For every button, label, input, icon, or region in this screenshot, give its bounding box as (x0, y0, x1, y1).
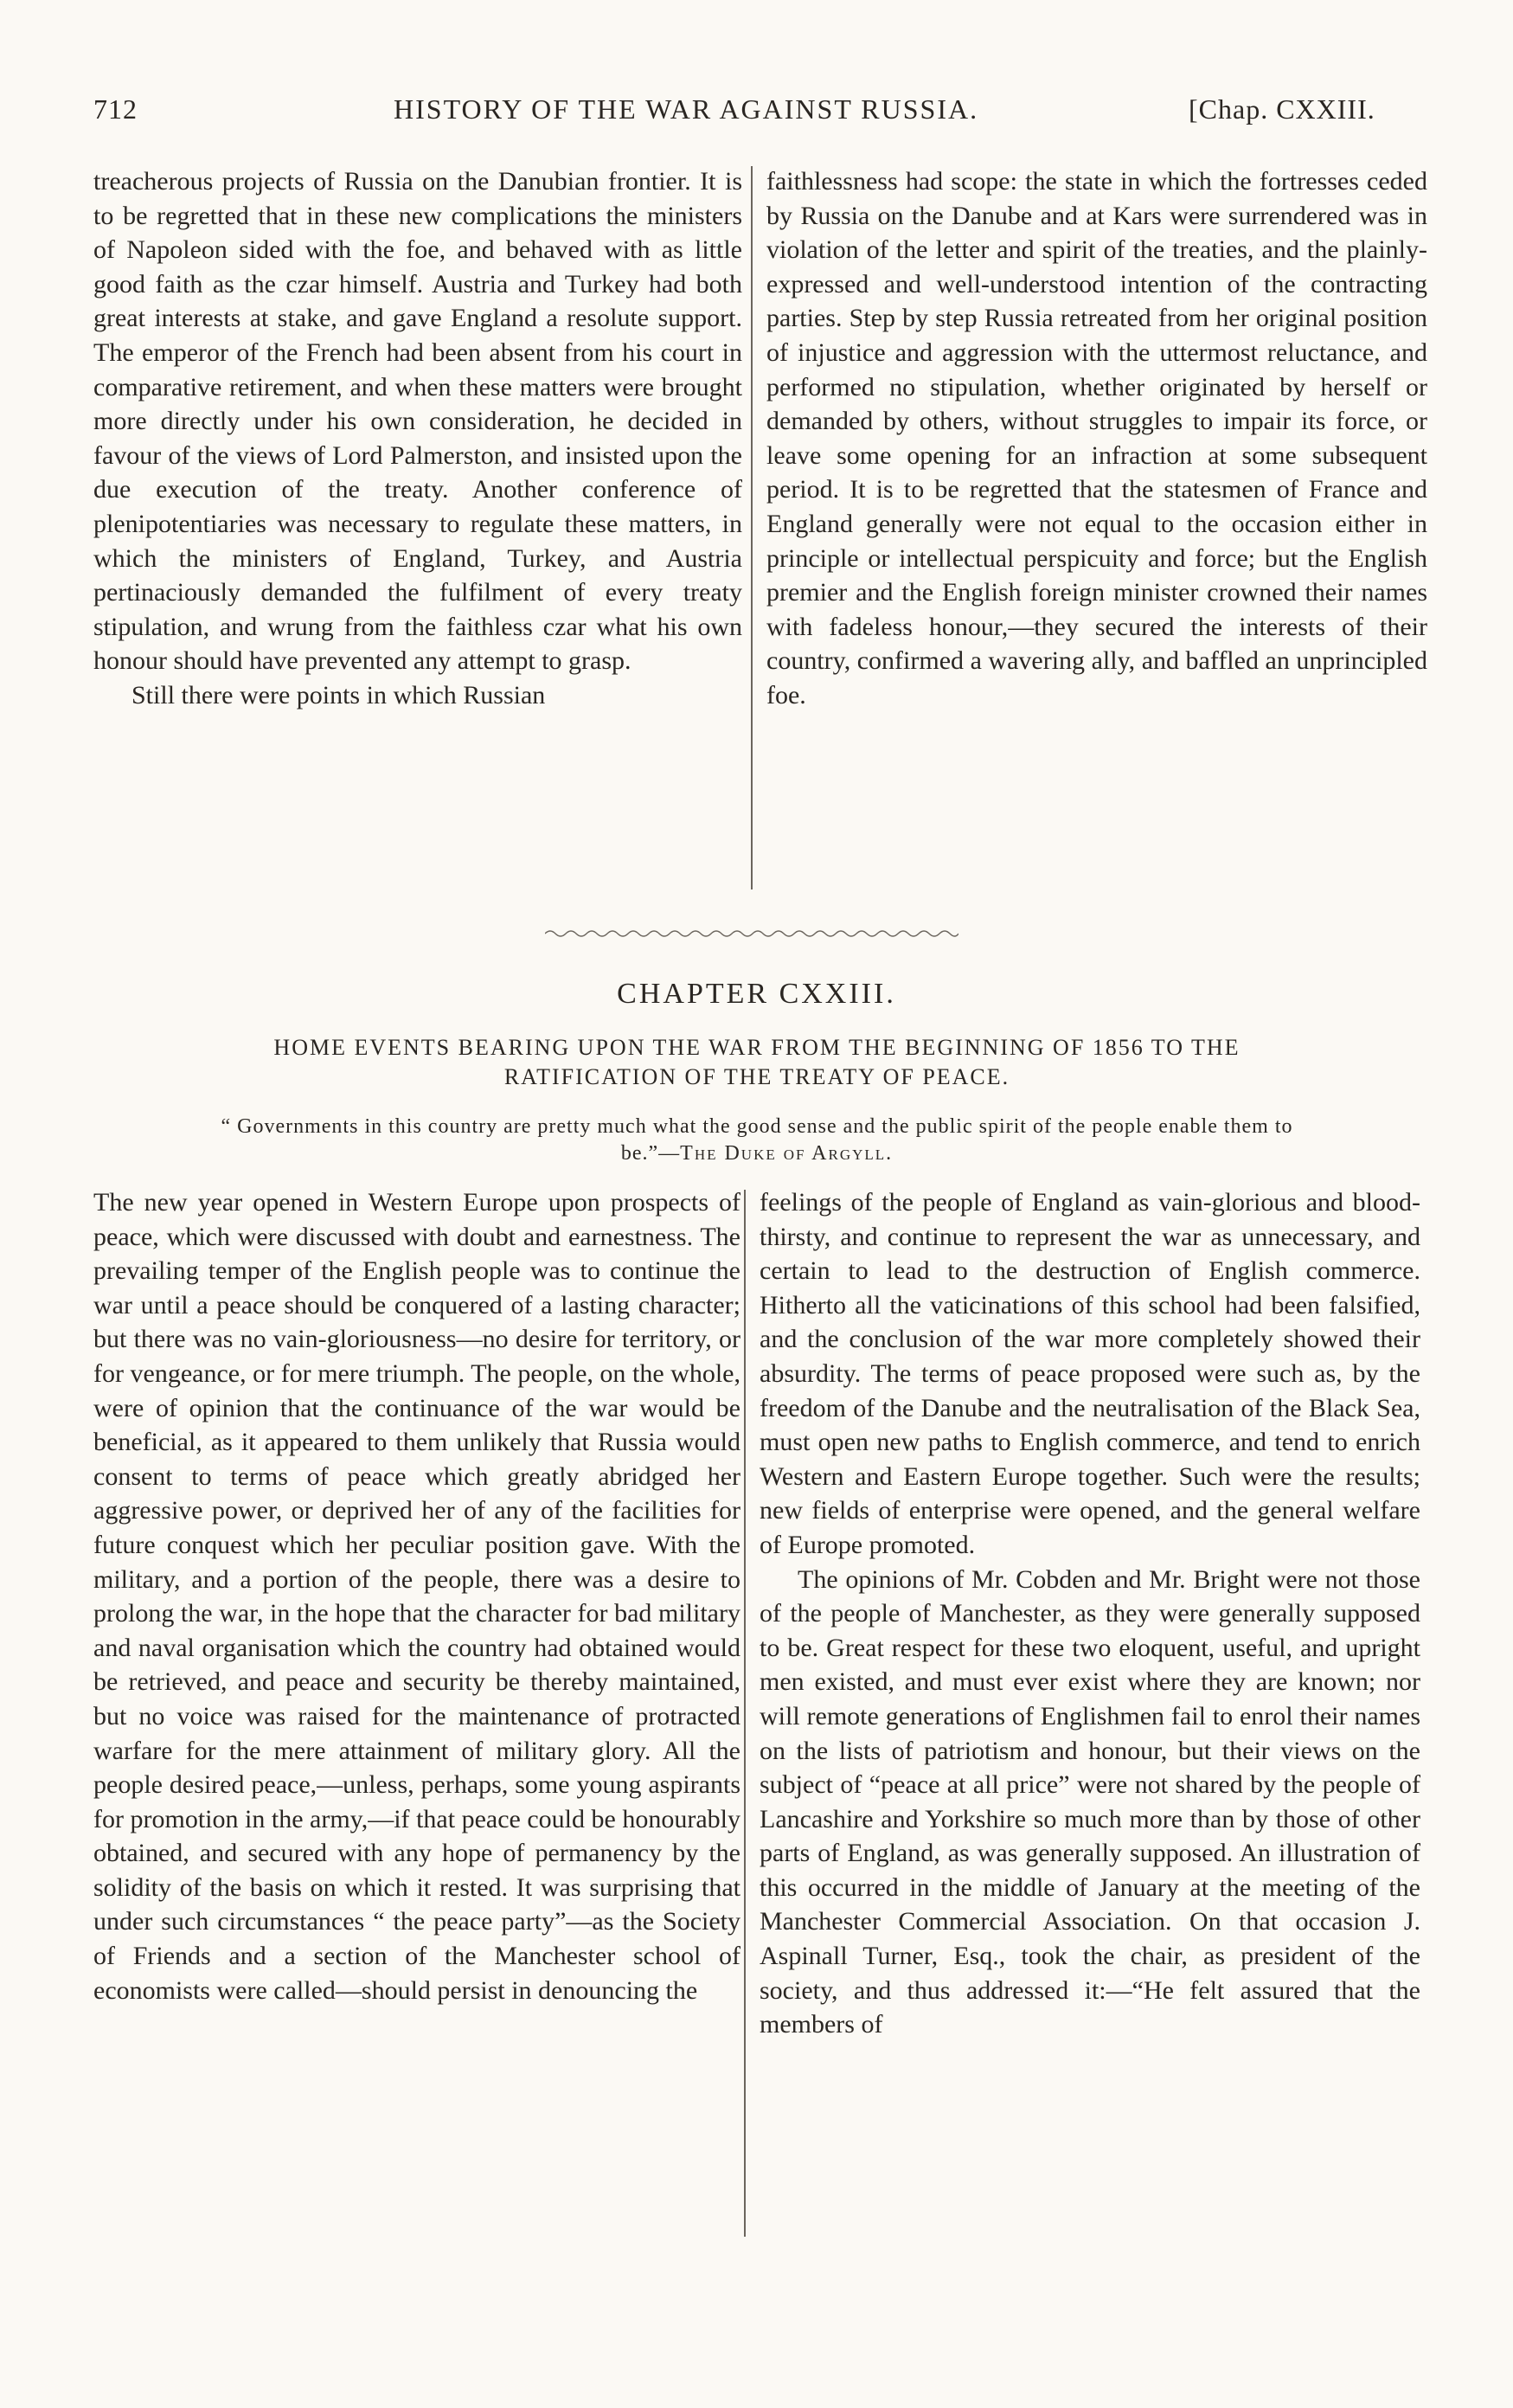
wavy-ornament-divider (545, 928, 958, 940)
bottom-right-column (760, 1185, 1420, 2042)
bottom-left-column (93, 1185, 740, 2007)
paragraph: faithlessness had scope: the state in which the fortresses ceded by Russia on the Danube and at Kars were surrendered was in violation of the letter and spirit of the treaties, and the plainly-expressed and well-understood intention of the contracting parties. Step by step Russia retreated from her original position of injustice and aggression with the uttermost reluctance, and performed no stipulation, whether originated by herself or demanded by others, without struggles to impair its force, or leave some opening for an infraction at some subsequent period. It is to be regretted that the statesmen of France and England generally were not equal to the occasion either in principle or intellectual perspicuity and force; but the English premier and the English foreign minister crowned their names with fadeless honour,—they secured the interests of their country, confirmed a wavering ally, and baffled an unprincipled foe. (766, 167, 1427, 710)
epigraph (199, 1114, 1315, 1167)
paragraph: treacherous projects of Russia on the Danubian frontier. It is to be regretted that in these new complications the ministers of Napoleon sided with the foe, and behaved with as little good faith as the czar himself. Austria and Turkey had both great interests at stake, and gave England a resolute support. The emperor of the French had been absent from his court in comparative retirement, and when these matters were brought more directly under his own consideration, he decided in favour of the views of Lord Palmerston, and insisted upon the due execution of the treaty. Another conference of plenipotentiaries was necessary to regulate these matters, in which the ministers of England, Turkey, and Austria pertinaciously demanded the fulfilment of every treaty stipulation, and wrung from the faithless czar what his own honour should have prevented any attempt to grasp. (93, 167, 742, 676)
paragraph: The opinions of Mr. Cobden and Mr. Bright were not those of the people of Manchester, as they were generally supposed to be. Great respect for these two eloquent, useful, and upright men existed, and must ever exist where they are known; nor will remote generations of Englishmen fail to enrol their names on the lists of patriotism and honour, but their views on the subject of “peace at all price” were not shared by the people of Lancashire and Yorkshire so much more than by those of other parts of England, as was generally supposed. An illustration of this occurred in the middle of January at the meeting of the Manchester Commercial Association. On that occasion J. Aspinall Turner, Esq., took the chair, as president of the society, and thus addressed it:—“He felt assured that the members of (760, 1564, 1420, 2039)
column-divider (744, 1190, 746, 2237)
paragraph: feelings of the people of England as vain-glorious and blood-thirsty, and continue to represent the war as unnecessary, and certain to lead to the destruction of English commerce. Hitherto all the vaticinations of this school had been falsified, and the conclusion of the war more completely showed their absurdity. The terms of peace proposed were such as, by the freedom of the Danube and the neutralisation of the Black Sea, must open new paths to English commerce, and tend to enrich Western and Eastern Europe together. Such were the results; new fields of enterprise were opened, and the general welfare of Europe promoted. (760, 1188, 1420, 1559)
epigraph-quote: “ Governments in this country are pretty much what the good sense and the public spirit of the people enable them to be.”— (221, 1115, 1293, 1165)
paragraph: The new year opened in Western Europe upon prospects of peace, which were discussed with doubt and earnestness. The prevailing temper of the English people was to continue the war until a peace should be conquered of a lasting character; but there was no vain-gloriousness—no desire for territory, or for vengeance, or for mere triumph. The people, on the whole, were of opinion that the continuance of the war would be beneficial, as it appeared to them unlikely that Russia would consent to terms of peace which greatly abridged her aggressive power, or deprived her of any of the facilities for future conquest which her peculiar position gave. With the military, and a portion of the people, there was a desire to prolong the war, in the hope that the character for bad military and naval organisation which the country had obtained would be retrieved, and peace and security be thereby maintained, but no voice was raised for the maintenance of protracted warfare for the mere attainment of military glory. All the people desired peace,—unless, perhaps, some young aspirants for promotion in the army,—if that peace could be honourably obtained, and secured with any hope of permanency by the solidity of the basis on which it rested. It was surprising that under such circumstances “ the peace party”—as the Society of Friends and a section of the Manchester school of economists were called—should persist in denouncing the (93, 1188, 740, 2005)
top-left-column (93, 164, 742, 713)
running-header (0, 93, 1513, 135)
top-right-column (766, 164, 1427, 713)
column-divider (751, 166, 753, 889)
running-title: HISTORY OF THE WAR AGAINST RUSSIA. (394, 93, 979, 125)
subtitle-line: HOME EVENTS BEARING UPON THE WAR FROM THE BEGINNING OF 1856 TO THE (273, 1035, 1241, 1060)
chapter-reference: [Chap. CXXIII. (1189, 93, 1375, 125)
subtitle-line: RATIFICATION OF THE TREATY OF PEACE. (503, 1064, 1010, 1089)
epigraph-author: The Duke of Argyll. (680, 1142, 894, 1165)
page-number: 712 (93, 93, 138, 125)
chapter-title: CHAPTER CXXIII. (617, 978, 896, 1010)
paragraph: Still there were points in which Russian (131, 680, 546, 710)
chapter-subtitle (156, 1033, 1358, 1092)
